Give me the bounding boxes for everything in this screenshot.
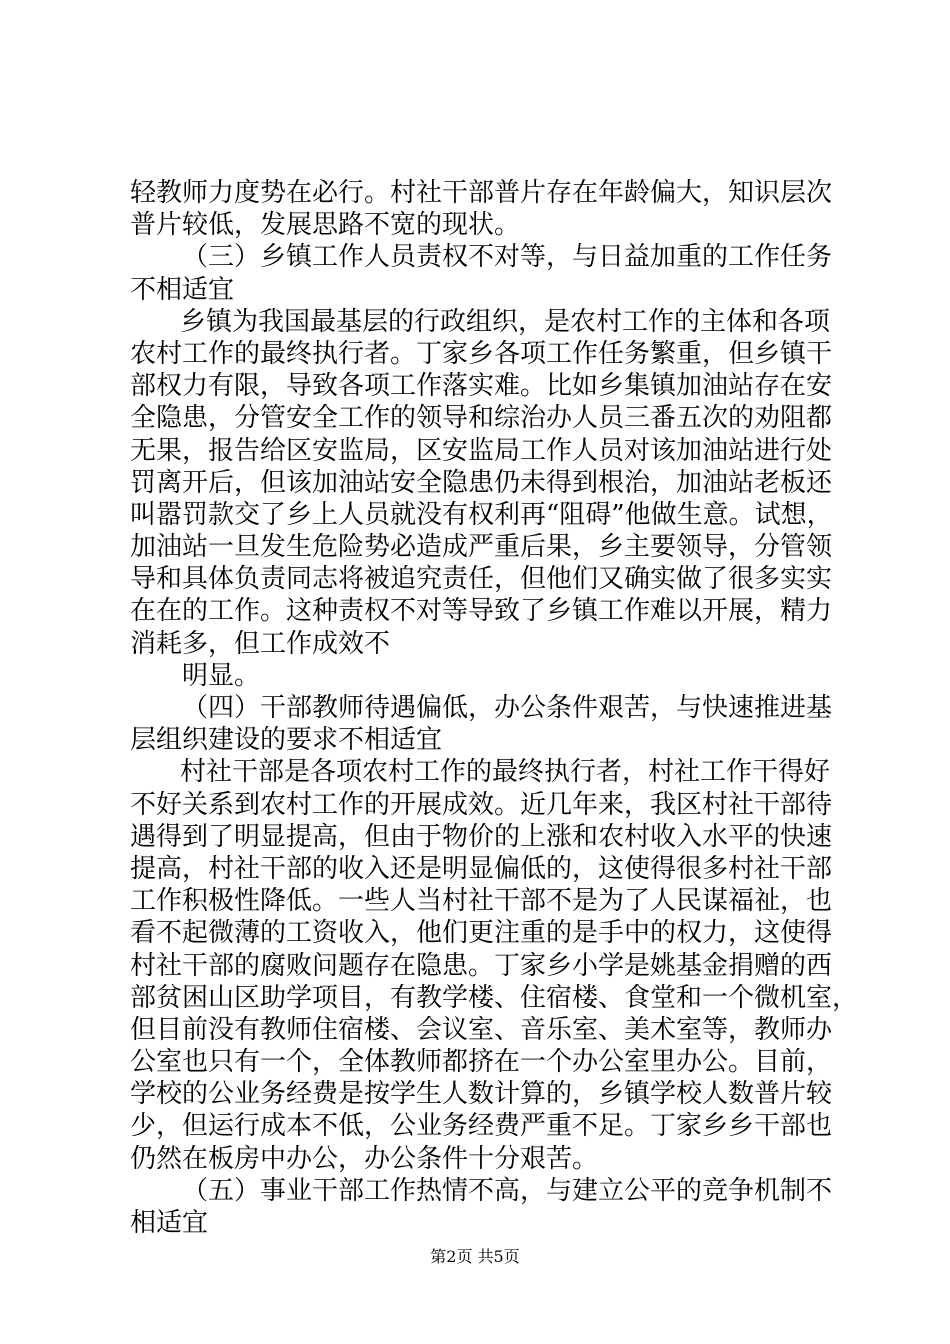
text-line: 村社干部的腐败问题存在隐患。丁家乡小学是姚基金捐赠的西 bbox=[130, 950, 833, 981]
text-line: 消耗多，但工作成效不 bbox=[130, 628, 391, 659]
section-heading-4-cont: 层组织建设的要求不相适宜 bbox=[130, 725, 443, 756]
text-line: 在在的工作。这种责权不对等导致了乡镇工作难以开展，精力 bbox=[130, 596, 833, 627]
paragraph-start: 乡镇为我国最基层的行政组织，是农村工作的主体和各项 bbox=[180, 306, 831, 337]
paragraph-start: 村社干部是各项农村工作的最终执行者，村社工作干得好 bbox=[180, 757, 831, 788]
text-line: 遇得到了明显提高，但由于物价的上涨和农村收入水平的快速 bbox=[130, 821, 833, 852]
text-line: 部权力有限，导致各项工作落实难。比如乡集镇加油站存在安 bbox=[130, 371, 833, 402]
text-line: 公室也只有一个，全体教师都挤在一个办公室里办公。目前， bbox=[130, 1047, 833, 1078]
text-line: 明显。 bbox=[182, 660, 261, 691]
section-heading-3: （三）乡镇工作人员责权不对等，与日益加重的工作任务 bbox=[182, 242, 833, 273]
text-line: 农村工作的最终执行者。丁家乡各项工作任务繁重，但乡镇干 bbox=[130, 338, 833, 369]
section-heading-5-cont: 相适宜 bbox=[130, 1208, 209, 1238]
text-line: 不好关系到农村工作的开展成效。近几年来，我区村社干部待 bbox=[130, 789, 833, 820]
text-line: 部贫困山区助学项目，有教学楼、住宿楼、食堂和一个微机室， bbox=[130, 982, 859, 1013]
text-line: 罚离开后，但该加油站安全隐患仍未得到根治，加油站老板还 bbox=[130, 467, 833, 498]
text-line: 少，但运行成本不低，公业务经费严重不足。丁家乡乡干部也 bbox=[130, 1111, 833, 1142]
text-line: 但目前没有教师住宿楼、会议室、音乐室、美术室等，教师办 bbox=[130, 1014, 833, 1045]
text-line: 学校的公业务经费是按学生人数计算的，乡镇学校人数普片较 bbox=[130, 1079, 833, 1110]
document-body bbox=[130, 177, 859, 1239]
text-line: 叫嚣罚款交了乡上人员就没有权利再“阻碍”他做生意。试想， bbox=[130, 499, 833, 530]
text-line: 仍然在板房中办公，办公条件十分艰苦。 bbox=[130, 1143, 599, 1174]
text-line: 导和具体负责同志将被追究责任，但他们又确实做了很多实实 bbox=[130, 564, 833, 595]
text-line: 工作积极性降低。一些人当村社干部不是为了人民谋福祉，也 bbox=[130, 886, 833, 917]
section-heading-4: （四）干部教师待遇偏低，办公条件艰苦，与快速推进基 bbox=[182, 693, 833, 723]
page-footer bbox=[0, 1244, 950, 1267]
text-line: 轻教师力度势在必行。村社干部普片存在年龄偏大，知识层次 bbox=[130, 178, 833, 208]
section-heading-3-cont: 不相适宜 bbox=[130, 274, 235, 305]
text-line: 全隐患，分管安全工作的领导和综治办人员三番五次的劝阻都 bbox=[130, 403, 833, 434]
section-heading-5: （五）事业干部工作热情不高，与建立公平的竞争机制不 bbox=[182, 1175, 833, 1206]
text-line: 提高，村社干部的收入还是明显偏低的，这使得很多村社干部 bbox=[130, 853, 833, 884]
text-line: 普片较低，发展思路不宽的现状。 bbox=[130, 210, 521, 241]
text-line: 看不起微薄的工资收入，他们更注重的是手中的权力，这使得 bbox=[130, 918, 833, 949]
page-number-label: 第2页 共5页 bbox=[430, 1247, 520, 1266]
text-line: 加油站一旦发生危险势必造成严重后果，乡主要领导，分管领 bbox=[130, 532, 833, 563]
text-line: 无果，报告给区安监局，区安监局工作人员对该加油站进行处 bbox=[130, 435, 833, 466]
